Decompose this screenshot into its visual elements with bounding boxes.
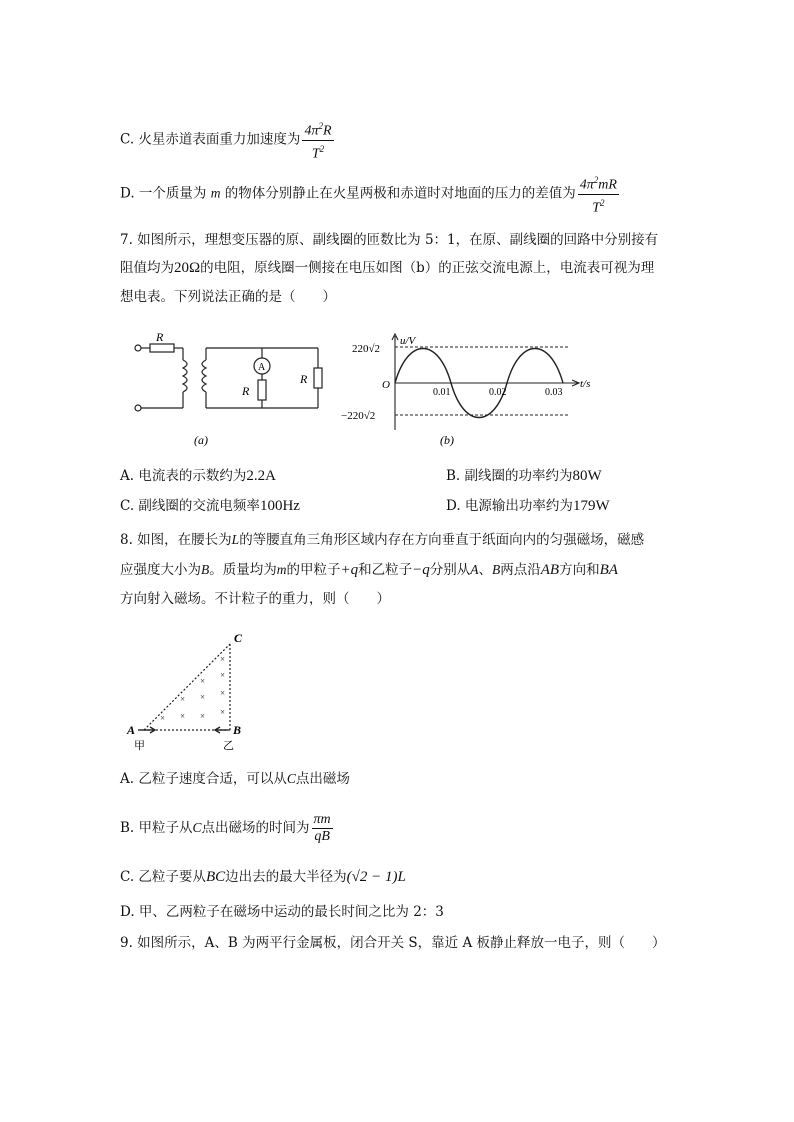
svg-text:0.01: 0.01 (433, 387, 451, 398)
fraction: $\frac{4\pi^2mR}{T^2}$ (578, 172, 619, 216)
svg-text:乙: 乙 (223, 740, 234, 752)
q8-option-c: C. 乙粒子要从BC边出去的最大半径为(√2 − 1)L (120, 869, 406, 885)
svg-text:R: R (300, 372, 308, 386)
primary-coil (183, 360, 187, 392)
cross: × (160, 713, 166, 723)
q6-option-c: C. 火星赤道表面重力加速度为 $\frac{4\pi^2R}{T^2}$ (120, 118, 336, 162)
svg-text:220√2: 220√2 (352, 343, 381, 355)
terminal-bottom (135, 405, 141, 411)
svg-text:−220√2: −220√2 (341, 410, 376, 422)
q6-option-d: D. 一个质量为 m 的物体分别静止在火星两极和赤道时对地面的压力的差值为 $\frac{4\pi^2mR}{T^2}$ (120, 172, 621, 216)
q8-figure-triangle (120, 628, 260, 753)
terminal-top (135, 345, 141, 351)
resistor-middle (258, 380, 266, 400)
cross: × (180, 711, 186, 721)
q7-stem-line2: 阻值均为20Ω的电阻，原线圈一侧接在电压如图（b）的正弦交流电源上，电流表可视为理 (120, 260, 655, 276)
cross: × (220, 688, 226, 698)
svg-text:O: O (382, 379, 390, 391)
q8-stem-line2: 应强度大小为B。质量均为m的甲粒子+q和乙粒子−q分别从A、B两点沿AB方向和BA (120, 562, 618, 578)
resistor-primary (150, 344, 174, 352)
svg-text:B: B (233, 723, 242, 737)
cross: × (220, 707, 226, 717)
q7-option-c: C. 副线圈的交流电频率100Hz (120, 498, 300, 514)
svg-text:A: A (258, 362, 266, 373)
field-crosses (160, 654, 225, 723)
svg-text:u/V: u/V (400, 335, 416, 347)
q8-stem-line1: 8. 如图，在腰长为L的等腰直角三角形区域内存在方向垂直于纸面向内的匀强磁场，磁感 (120, 532, 645, 548)
svg-text:(b): (b) (440, 433, 454, 447)
fraction: $\frac{\pi m}{qB}$ (313, 812, 331, 844)
q7-option-a: A. 电流表的示数约为2.2A (120, 468, 276, 484)
cross: × (220, 670, 226, 680)
cross: × (180, 694, 186, 704)
q8-option-d: D. 甲、乙两粒子在磁场中运动的最长时间之比为 2：3 (120, 904, 444, 920)
svg-text:(a): (a) (194, 433, 208, 447)
secondary-coil (202, 360, 206, 392)
fraction: $\frac{4\pi^2R}{T^2}$ (302, 118, 333, 162)
hypotenuse-ac (144, 644, 230, 730)
svg-text:A: A (127, 723, 136, 737)
svg-text:0.02: 0.02 (489, 387, 507, 398)
q8-stem-line3: 方向射入磁场。不计粒子的重力，则（ ） (120, 591, 390, 607)
q8-option-b: B. 甲粒子从C点出磁场的时间为 $\frac{\pi m}{qB}$ (120, 812, 331, 844)
cross: × (200, 711, 206, 721)
svg-text:R: R (156, 330, 164, 344)
svg-text:t/s: t/s (580, 378, 591, 390)
q7-option-d: D. 电源输出功率约为179W (446, 498, 610, 514)
q7-option-b: B. 副线圈的功率约为80W (446, 468, 602, 484)
svg-text:0.03: 0.03 (545, 387, 563, 398)
q8-option-a: A. 乙粒子速度合适，可以从C点出磁场 (120, 771, 350, 787)
q9-stem-line1: 9. 如图所示，A、B 为两平行金属板，闭合开关 S，靠近 A 板静止释放一电子，则（ ） (120, 935, 666, 951)
q7-figure-b-voltage-graph (338, 330, 598, 455)
cross: × (200, 676, 206, 686)
q7-figure-a-circuit (128, 328, 338, 453)
q7-stem-line3: 想电表。下列说法正确的是（ ） (120, 289, 336, 305)
svg-text:甲: 甲 (134, 740, 145, 752)
cross: × (200, 692, 206, 702)
resistor-right (314, 368, 322, 388)
svg-text:R: R (242, 384, 250, 398)
q7-stem-line1: 7. 如图所示，理想变压器的原、副线圈的匝数比为 5：1，在原、副线圈的回路中分别接有 (120, 232, 659, 248)
svg-text:C: C (234, 631, 243, 645)
cross: × (220, 654, 226, 664)
